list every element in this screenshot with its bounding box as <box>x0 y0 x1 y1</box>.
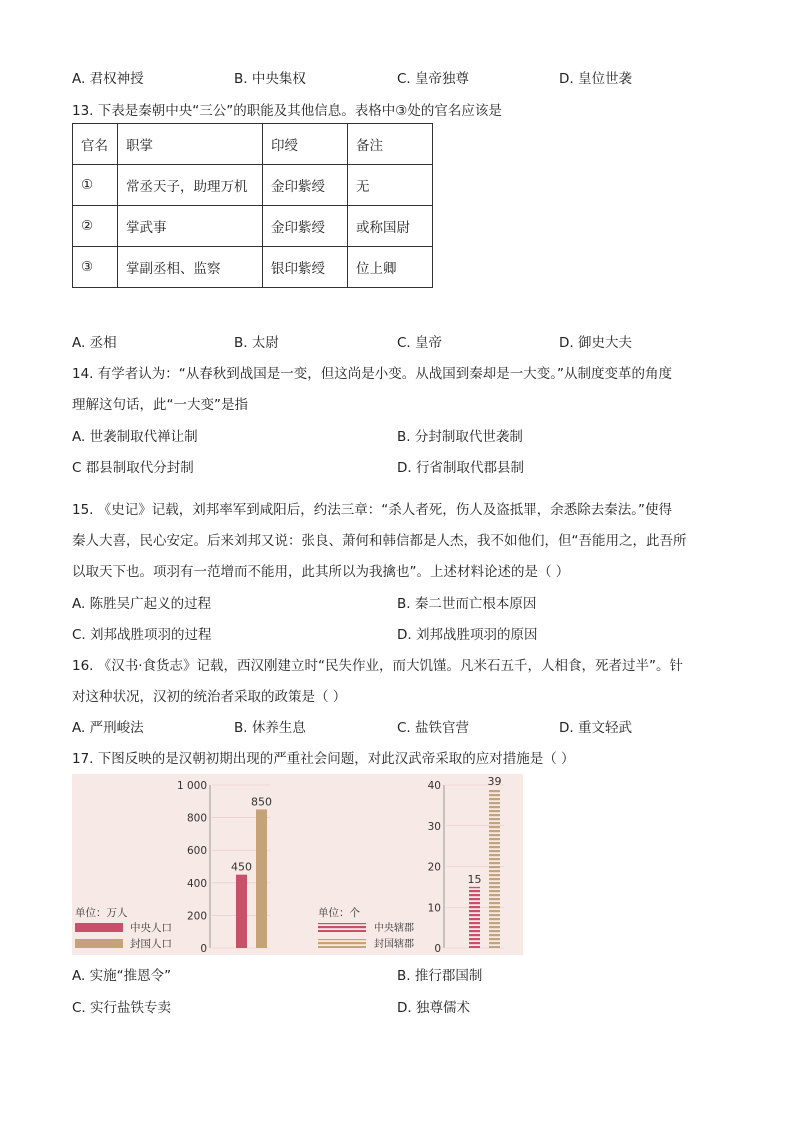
q16-option-b[interactable]: B. 休养生息 <box>234 720 306 736</box>
q17-stem: 17. 下图反映的是汉朝初期出现的严重社会问题，对此汉武帝采取的应对措施是（ ） <box>72 751 575 767</box>
legend-swatch-fief-commanderies <box>318 939 366 948</box>
q17-option-b[interactable]: B. 推行郡国制 <box>397 968 483 984</box>
table-row <box>73 206 433 247</box>
table-cell: 常丞天子，助理万机 <box>118 165 263 206</box>
legend-swatch-central-population <box>75 923 123 932</box>
q17-option-a[interactable]: A. 实施“推恩令” <box>72 968 172 984</box>
q12-option-a[interactable]: A. 君权神授 <box>72 71 144 87</box>
table-cell: ③ <box>73 247 118 288</box>
legend-label-central-commanderies: 中央辖郡 <box>374 923 414 934</box>
q16-option-a[interactable]: A. 严刑峻法 <box>72 720 144 736</box>
right-chart-data-label: 15 <box>467 872 482 886</box>
q13-stem: 13. 下表是秦朝中央“三公”的职能及其他信息。表格中③处的官名应该是 <box>72 103 502 119</box>
table-cell: 金印紫绶 <box>263 165 348 206</box>
right-chart-tick-label: 40 <box>427 780 441 792</box>
legend-swatch-fief-population <box>75 939 123 948</box>
q13-table <box>72 123 433 288</box>
left-chart-bars <box>231 795 272 948</box>
q15-option-d[interactable]: D. 刘邦战胜项羽的原因 <box>397 627 538 643</box>
left-chart-tick-label: 200 <box>186 910 207 923</box>
left-chart-bar <box>256 809 267 948</box>
right-chart-bars <box>468 775 502 948</box>
table-header-cell: 官名 <box>73 124 118 165</box>
left-chart-tick-label: 800 <box>186 812 207 825</box>
table-header-cell: 职掌 <box>118 124 263 165</box>
q17-chart-svg <box>72 774 523 955</box>
right-chart-tick-label: 10 <box>427 902 441 915</box>
q16-stem-line1: 16. 《汉书·食货志》记载，西汉刚建立时“民失作业，而大饥馑。凡米石五千，人相食，死者过半”。针 <box>72 658 684 674</box>
q13-option-b[interactable]: B. 太尉 <box>234 335 279 351</box>
q17-option-d[interactable]: D. 独尊儒术 <box>397 1000 470 1016</box>
legend-label-central-population: 中央人口 <box>130 922 172 934</box>
left-chart-bar <box>236 875 247 948</box>
right-chart-tick-label: 0 <box>434 943 441 955</box>
left-chart-tick-label: 400 <box>186 877 207 890</box>
q12-option-d[interactable]: D. 皇位世袭 <box>559 71 632 87</box>
table-cell: 掌副丞相、监察 <box>118 247 263 288</box>
q16-option-c[interactable]: C. 盐铁官营 <box>397 720 470 736</box>
table-cell: ② <box>73 206 118 247</box>
q15-option-a[interactable]: A. 陈胜吴广起义的过程 <box>72 596 212 612</box>
table-cell: ① <box>73 165 118 206</box>
q14-option-d[interactable]: D. 行省制取代郡县制 <box>397 460 524 476</box>
q13-option-d[interactable]: D. 御史大夫 <box>559 335 632 351</box>
q15-stem-line2: 秦人大喜，民心安定。后来刘邦又说：张良、萧何和韩信都是人杰，我不如他们，但“吾能用之，此吾所 <box>72 533 687 549</box>
left-chart-tick-label: 600 <box>186 845 207 858</box>
q16-stem-line2: 对这种状况，汉初的统治者采取的政策是（ ） <box>72 689 347 705</box>
table-cell: 位上卿 <box>348 247 433 288</box>
right-chart-tick-label: 20 <box>427 861 441 874</box>
left-chart-data-label: 850 <box>251 795 272 809</box>
q15-option-b[interactable]: B. 秦二世而亡根本原因 <box>397 596 537 612</box>
q12-option-c[interactable]: C. 皇帝独尊 <box>397 71 470 87</box>
table-row <box>73 165 433 206</box>
right-chart-bar <box>469 887 480 948</box>
q14-option-b[interactable]: B. 分封制取代世袭制 <box>397 429 523 445</box>
table-header-cell: 印绶 <box>263 124 348 165</box>
left-chart-tick-label: 1 000 <box>176 780 207 792</box>
table-row <box>73 247 433 288</box>
q13-option-a[interactable]: A. 丞相 <box>72 335 117 351</box>
q14-option-a[interactable]: A. 世袭制取代禅让制 <box>72 429 198 445</box>
q13-option-c[interactable]: C. 皇帝 <box>397 335 443 351</box>
q14-stem-line2: 理解这句话，此“一大变”是指 <box>72 397 248 413</box>
q15-stem-line1: 15. 《史记》记载，刘邦率军到咸阳后，约法三章：“杀人者死，伤人及盗抵罪，余悉除去秦法。”使得 <box>72 502 672 518</box>
table-cell: 无 <box>348 165 433 206</box>
q17-chart-figure <box>72 774 523 955</box>
q15-stem-line3: 以取天下也。项羽有一范增而不能用，此其所以为我擒也”。上述材料论述的是（ ） <box>72 564 570 580</box>
table-header-row <box>73 124 433 165</box>
table-cell: 金印紫绶 <box>263 206 348 247</box>
legend-swatch-central-commanderies <box>318 923 366 932</box>
q14-option-c[interactable]: C 郡县制取代分封制 <box>72 460 194 476</box>
left-chart-tick-label: 0 <box>200 943 207 955</box>
q14-stem-line1: 14. 有学者认为：“从春秋到战国是一变，但这尚是小变。从战国到秦却是一大变。”从制度变革的角度 <box>72 366 672 382</box>
table-cell: 或称国尉 <box>348 206 433 247</box>
table-cell: 银印紫绶 <box>263 247 348 288</box>
right-chart-unit-label: 单位：个 <box>318 907 360 919</box>
table-cell: 掌武事 <box>118 206 263 247</box>
q16-option-d[interactable]: D. 重文轻武 <box>559 720 632 736</box>
right-chart-bar <box>489 789 500 948</box>
right-chart-data-label: 39 <box>487 775 502 789</box>
legend-label-fief-commanderies: 封国辖郡 <box>374 939 414 950</box>
q12-option-b[interactable]: B. 中央集权 <box>234 71 306 87</box>
legend-label-fief-population: 封国人口 <box>130 938 172 950</box>
left-chart-unit-label: 单位：万人 <box>75 907 128 919</box>
q17-option-c[interactable]: C. 实行盐铁专卖 <box>72 1000 172 1016</box>
left-chart-data-label: 450 <box>231 860 252 874</box>
q15-option-c[interactable]: C. 刘邦战胜项羽的过程 <box>72 627 212 643</box>
table-header-cell: 备注 <box>348 124 433 165</box>
right-chart-tick-label: 30 <box>427 820 441 833</box>
